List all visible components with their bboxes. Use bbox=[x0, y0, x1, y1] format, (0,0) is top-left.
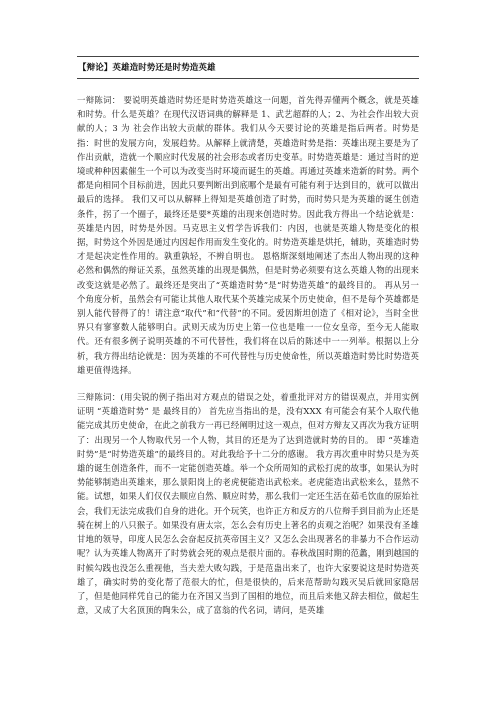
document-page bbox=[77, 56, 419, 617]
document-title: 【辩论】英雄造时势还是时势造英雄 bbox=[77, 56, 419, 79]
paragraph-first-speaker: 一辩陈词： 要说明英雄造时势还是时势造英雄这一问题，首先得弄懂两个概念，就是英雄和时势。什么是英雄？在现代汉语词典的解释是 1、武艺超群的人；2、为社会作出较大贡献的人；3 为 社会作出较大贡献的群体。我们从今天要讨论的英雄是指后两者。时势是指：时世的发展方向，发展趋势。从解释上就清楚，英雄造时势是指：英雄出现主要是为了作出贡献，造就一个顺应时代发展的社会形态或者历史变革。时势造英雄是：通过当时的逆境或种种因素催生一个可以为改变当时环境而诞生的英雄。再通过英雄来造新的时势。两个都是向相同个目标前进，因此只要判断出到底哪个是最有可能有利于达到目的，就可以做出最后的选择。 我们又可以从解释上得知是英雄创造了时势，而时势只是为英雄的诞生创造条件，拐了一个圈子，最终还是要*英雄的出现来创造时势。因此我方得出一个结论就是：英雄是内因，时势是外因。马克思主义哲学告诉我们：内因，也就是英雄人物是变化的根据，时势这个外因是通过内因起作用而发生变化的。时势造英雄是烘托，辅助，英雄造时势才是起决定性作用的。孰重孰轻，不辨自明也。 恩格斯深刻地阐述了杰出人物出现的这种必然和偶然的辩证关系，虽然英雄的出现是偶然，但是时势必须要有这么英雄人物的出现来改变这就是必然了。最终还是突出了“英雄造时势”是“时势造英雄”的最终目的。 再从另一个角度分析，虽然会有可能让其他人取代某个英雄完成某个历史使命，但不是每个英雄都是别人能代替得了的！请注意“取代”和“代替”的不同。爱因斯坦创造了《相对论》，当时全世界只有寥寥数人能够明白。武则天成为历史上第一位也是唯一一位女皇帝，至今无人能取代。还有很多例子说明英雄的不可代替性，我们将在以后的陈述中一一列举。根据以上分析，我方得出结论就是：因为英雄的不可代替性与历史使命性，所以英雄造时势比时势造英雄更值得选择。 bbox=[77, 95, 419, 375]
paragraph-third-speaker: 三辩陈词：(用尖锐的例子指出对方观点的错误之处，着重批评对方的错误观点，并用实例证明 “英雄造时势” 是 最终目的） 首先应当指出的是，没有XXX 有可能会有某个人取代他能完成其历史使命，在此之前我方一再已经阐明过这一观点，但对方辩友又再次为我方证明了：出现另一个人物取代另一个人物，其目的还是为了达到造就时势的目的。 即 “英雄造时势”是“时势造英雄”的最终目的。对此我给予十二分的感谢。 我方再次重申时势只是为英雄的诞生创造条件，而不一定能创造英雄。举一个众所周知的武松打虎的故事，如果认为时势能够制造出英雄来，那么景阳岗上的老虎便能造出武松来。老虎能造出武松来么，显然不能。试想，如果人们仅仅去顺应自然、顺应时势，那么我们一定还生活在茹毛饮血的原始社会，我们无法完成我们自身的进化。开个玩笑，也许正方和反方的八位辩手到目前为止还是骑在树上的八只猴子。如果没有唐太宗，怎么会有历史上著名的贞观之治呢？如果没有圣雄甘地的领导，印度人民怎么会奋起反抗英帝国主义？又怎么会出现著名的非暴力不合作运动呢？认为英雄人物离开了时势就会死的观点是很片面的。春秋战国时期的范蠡，刚到越国的时候勾践也没怎么重视他，当夫差大败勾践，于是范蛊出来了，也许大家要说这是时势造英雄了，确实时势的变化帮了范很大的忙，但是很快的，后来范帮助勾践灭吴后就回家隐居了，但是他同样凭自己的能力在齐国又当到了国相的地位，而且后来他又辞去相位，做起生意，又成了大名顶顶的陶朱公，成了富翁的代名词，请问，是英雄 bbox=[77, 392, 419, 616]
